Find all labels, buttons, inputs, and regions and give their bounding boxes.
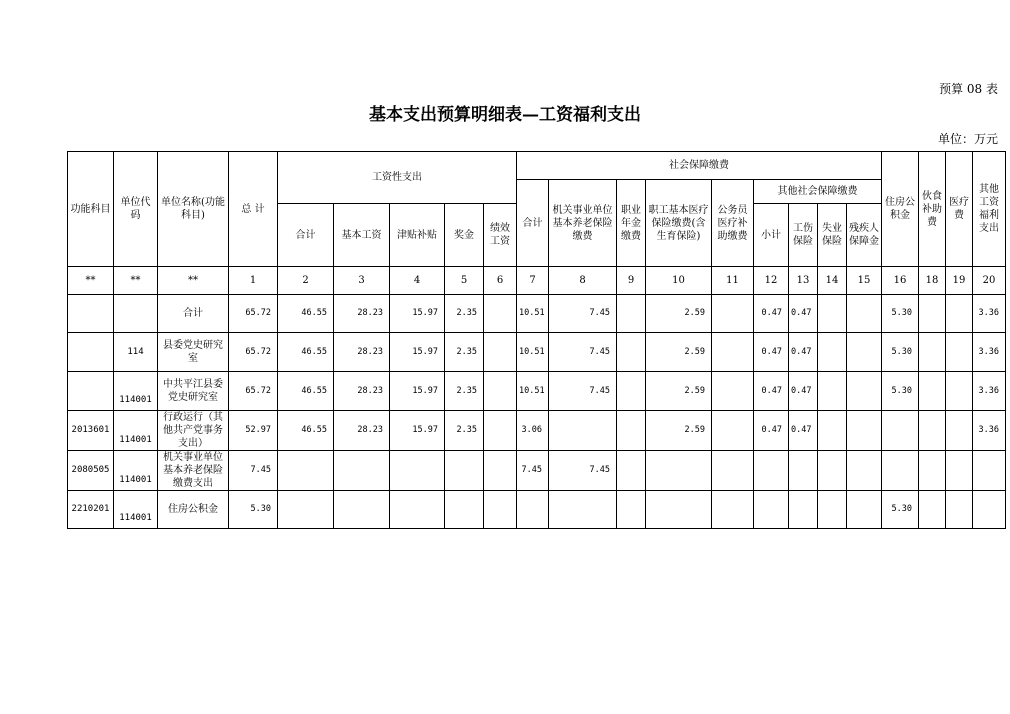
value-cell bbox=[390, 491, 445, 529]
func-code-cell bbox=[68, 295, 114, 333]
value-cell: 0.47 bbox=[754, 333, 789, 372]
header-medical: 医疗费 bbox=[946, 152, 973, 267]
form-number: 预算 08 表 bbox=[939, 82, 998, 96]
table-row bbox=[68, 491, 1006, 529]
value-cell bbox=[484, 451, 517, 491]
value-cell: 3.36 bbox=[973, 295, 1006, 333]
unit-name-cell: 住房公积金 bbox=[158, 491, 229, 529]
value-cell: 5.30 bbox=[882, 295, 919, 333]
value-cell: 7.45 bbox=[549, 333, 617, 372]
value-cell bbox=[882, 451, 919, 491]
value-cell: 28.23 bbox=[334, 333, 390, 372]
document-title: 基本支出预算明细表—工资福利支出 bbox=[369, 105, 641, 125]
table-row bbox=[68, 333, 1006, 372]
unit-code-cell: 114 bbox=[114, 333, 158, 372]
func-code-cell bbox=[68, 372, 114, 411]
unit-name-cell: 行政运行（其他共产党事务支出） bbox=[158, 411, 229, 451]
value-cell bbox=[712, 295, 754, 333]
value-cell: 2.59 bbox=[646, 372, 712, 411]
value-cell: 0.47 bbox=[754, 411, 789, 451]
value-cell: 2.35 bbox=[445, 295, 484, 333]
value-cell: 10.51 bbox=[517, 295, 549, 333]
header-housing: 住房公积金 bbox=[882, 152, 919, 267]
header-social-group: 社会保障缴费 bbox=[517, 152, 882, 180]
value-cell: 0.47 bbox=[789, 372, 818, 411]
value-cell bbox=[334, 451, 390, 491]
value-cell bbox=[919, 411, 946, 451]
value-cell bbox=[390, 451, 445, 491]
value-cell bbox=[946, 372, 973, 411]
table-body bbox=[68, 295, 1006, 529]
index-row bbox=[68, 267, 1006, 295]
value-cell bbox=[818, 451, 847, 491]
index-cell: 13 bbox=[789, 267, 818, 295]
unit-name-cell: 合计 bbox=[158, 295, 229, 333]
value-cell: 65.72 bbox=[229, 372, 278, 411]
value-cell: 0.47 bbox=[754, 295, 789, 333]
value-cell: 2.59 bbox=[646, 411, 712, 451]
table-row bbox=[68, 451, 1006, 491]
value-cell bbox=[919, 491, 946, 529]
value-cell bbox=[818, 295, 847, 333]
value-cell bbox=[646, 451, 712, 491]
index-cell: 18 bbox=[919, 267, 946, 295]
header-other-disab: 残疾人保障金 bbox=[847, 204, 882, 267]
value-cell bbox=[484, 372, 517, 411]
value-cell: 15.97 bbox=[390, 333, 445, 372]
value-cell bbox=[919, 295, 946, 333]
value-cell: 52.97 bbox=[229, 411, 278, 451]
value-cell: 0.47 bbox=[789, 333, 818, 372]
value-cell bbox=[847, 411, 882, 451]
header-wage-allow: 津贴补贴 bbox=[390, 204, 445, 267]
index-cell: 15 bbox=[847, 267, 882, 295]
value-cell bbox=[818, 411, 847, 451]
table-row bbox=[68, 295, 1006, 333]
header-social-civil: 公务员医疗补助缴费 bbox=[712, 180, 754, 267]
value-cell bbox=[445, 451, 484, 491]
func-code-cell: 2013601 bbox=[68, 411, 114, 451]
value-cell bbox=[617, 372, 646, 411]
index-cell: ** bbox=[158, 267, 229, 295]
header-social-medical: 职工基本医疗保险缴费(含生育保险) bbox=[646, 180, 712, 267]
value-cell: 65.72 bbox=[229, 295, 278, 333]
header-other-sub: 小计 bbox=[754, 204, 789, 267]
value-cell bbox=[789, 491, 818, 529]
value-cell bbox=[882, 411, 919, 451]
value-cell bbox=[646, 491, 712, 529]
value-cell: 2.35 bbox=[445, 333, 484, 372]
value-cell: 28.23 bbox=[334, 372, 390, 411]
value-cell: 2.35 bbox=[445, 372, 484, 411]
value-cell bbox=[754, 491, 789, 529]
value-cell bbox=[712, 411, 754, 451]
header-wage-group: 工资性支出 bbox=[278, 152, 517, 204]
value-cell: 0.47 bbox=[789, 295, 818, 333]
value-cell bbox=[617, 491, 646, 529]
value-cell: 3.36 bbox=[973, 333, 1006, 372]
value-cell: 5.30 bbox=[882, 333, 919, 372]
value-cell bbox=[818, 491, 847, 529]
index-cell: 3 bbox=[334, 267, 390, 295]
value-cell bbox=[549, 491, 617, 529]
table-row bbox=[68, 411, 1006, 451]
value-cell: 10.51 bbox=[517, 372, 549, 411]
value-cell bbox=[617, 451, 646, 491]
value-cell: 2.59 bbox=[646, 333, 712, 372]
value-cell: 5.30 bbox=[882, 491, 919, 529]
index-cell: 8 bbox=[549, 267, 617, 295]
unit-name-cell: 机关事业单位基本养老保险缴费支出 bbox=[158, 451, 229, 491]
value-cell bbox=[445, 491, 484, 529]
value-cell bbox=[712, 491, 754, 529]
value-cell bbox=[847, 451, 882, 491]
value-cell bbox=[617, 411, 646, 451]
value-cell bbox=[334, 491, 390, 529]
index-cell: 1 bbox=[229, 267, 278, 295]
index-cell: 5 bbox=[445, 267, 484, 295]
func-code-cell: 2080505 bbox=[68, 451, 114, 491]
value-cell bbox=[847, 372, 882, 411]
header-wage-perf: 绩效工资 bbox=[484, 204, 517, 267]
value-cell: 3.06 bbox=[517, 411, 549, 451]
index-cell: 14 bbox=[818, 267, 847, 295]
value-cell bbox=[617, 295, 646, 333]
index-cell: 16 bbox=[882, 267, 919, 295]
header-unit-name: 单位名称(功能科目) bbox=[158, 152, 229, 267]
value-cell bbox=[484, 491, 517, 529]
index-cell: 10 bbox=[646, 267, 712, 295]
value-cell bbox=[946, 411, 973, 451]
value-cell bbox=[818, 372, 847, 411]
value-cell bbox=[919, 333, 946, 372]
unit-code-cell: 114001 bbox=[114, 491, 158, 529]
index-cell: 6 bbox=[484, 267, 517, 295]
value-cell: 5.30 bbox=[229, 491, 278, 529]
value-cell: 7.45 bbox=[549, 451, 617, 491]
value-cell bbox=[973, 451, 1006, 491]
value-cell: 3.36 bbox=[973, 411, 1006, 451]
value-cell: 7.45 bbox=[549, 372, 617, 411]
value-cell: 7.45 bbox=[517, 451, 549, 491]
value-cell bbox=[278, 491, 334, 529]
value-cell bbox=[946, 491, 973, 529]
value-cell bbox=[946, 333, 973, 372]
budget-table bbox=[67, 151, 1006, 529]
value-cell: 28.23 bbox=[334, 411, 390, 451]
table-row bbox=[68, 372, 1006, 411]
value-cell bbox=[484, 411, 517, 451]
value-cell: 15.97 bbox=[390, 411, 445, 451]
index-cell: 12 bbox=[754, 267, 789, 295]
header-meal: 伙食补助费 bbox=[919, 152, 946, 267]
unit-code-cell: 114001 bbox=[114, 451, 158, 491]
header-social-pension: 机关事业单位基本养老保险缴费 bbox=[549, 180, 617, 267]
index-cell: 19 bbox=[946, 267, 973, 295]
value-cell bbox=[484, 333, 517, 372]
func-code-cell bbox=[68, 333, 114, 372]
value-cell: 0.47 bbox=[789, 411, 818, 451]
value-cell: 3.36 bbox=[973, 372, 1006, 411]
header-wage-total: 合计 bbox=[278, 204, 334, 267]
value-cell: 46.55 bbox=[278, 411, 334, 451]
unit-code-cell: 114001 bbox=[114, 411, 158, 451]
value-cell bbox=[789, 451, 818, 491]
header-total: 总 计 bbox=[229, 152, 278, 267]
value-cell bbox=[847, 333, 882, 372]
index-cell: 2 bbox=[278, 267, 334, 295]
value-cell: 46.55 bbox=[278, 333, 334, 372]
value-cell bbox=[517, 491, 549, 529]
header-social-total: 合计 bbox=[517, 180, 549, 267]
header-wage-basic: 基本工资 bbox=[334, 204, 390, 267]
index-cell: 11 bbox=[712, 267, 754, 295]
value-cell: 5.30 bbox=[882, 372, 919, 411]
value-cell bbox=[919, 372, 946, 411]
value-cell bbox=[712, 451, 754, 491]
header-social-annuity: 职业年金缴费 bbox=[617, 180, 646, 267]
value-cell bbox=[847, 491, 882, 529]
index-cell: 7 bbox=[517, 267, 549, 295]
index-cell: ** bbox=[68, 267, 114, 295]
header-other-group: 其他社会保障缴费 bbox=[754, 180, 882, 204]
header-other-wage: 其他工资福利支出 bbox=[973, 152, 1006, 267]
value-cell bbox=[973, 491, 1006, 529]
value-cell bbox=[549, 411, 617, 451]
value-cell bbox=[712, 372, 754, 411]
header-wage-bonus: 奖金 bbox=[445, 204, 484, 267]
value-cell bbox=[278, 451, 334, 491]
unit-code-cell bbox=[114, 295, 158, 333]
value-cell bbox=[919, 451, 946, 491]
index-cell: 20 bbox=[973, 267, 1006, 295]
index-cell: 9 bbox=[617, 267, 646, 295]
unit-name-cell: 县委党史研究室 bbox=[158, 333, 229, 372]
value-cell bbox=[818, 333, 847, 372]
unit-code-cell: 114001 bbox=[114, 372, 158, 411]
value-cell: 7.45 bbox=[229, 451, 278, 491]
value-cell: 7.45 bbox=[549, 295, 617, 333]
header-other-unemp: 失业保险 bbox=[818, 204, 847, 267]
value-cell: 15.97 bbox=[390, 372, 445, 411]
value-cell: 0.47 bbox=[754, 372, 789, 411]
value-cell bbox=[946, 451, 973, 491]
value-cell: 2.35 bbox=[445, 411, 484, 451]
header-unit-code: 单位代码 bbox=[114, 152, 158, 267]
index-cell: 4 bbox=[390, 267, 445, 295]
value-cell: 10.51 bbox=[517, 333, 549, 372]
value-cell bbox=[946, 295, 973, 333]
value-cell bbox=[484, 295, 517, 333]
value-cell: 15.97 bbox=[390, 295, 445, 333]
value-cell bbox=[617, 333, 646, 372]
value-cell bbox=[847, 295, 882, 333]
value-cell bbox=[754, 451, 789, 491]
value-cell bbox=[712, 333, 754, 372]
header-func-code: 功能科目 bbox=[68, 152, 114, 267]
value-cell: 46.55 bbox=[278, 372, 334, 411]
unit-name-cell: 中共平江县委党史研究室 bbox=[158, 372, 229, 411]
value-cell: 46.55 bbox=[278, 295, 334, 333]
unit-label: 单位：万元 bbox=[937, 132, 998, 146]
value-cell: 65.72 bbox=[229, 333, 278, 372]
func-code-cell: 2210201 bbox=[68, 491, 114, 529]
index-cell: ** bbox=[114, 267, 158, 295]
header-other-injury: 工伤保险 bbox=[789, 204, 818, 267]
value-cell: 2.59 bbox=[646, 295, 712, 333]
value-cell: 28.23 bbox=[334, 295, 390, 333]
